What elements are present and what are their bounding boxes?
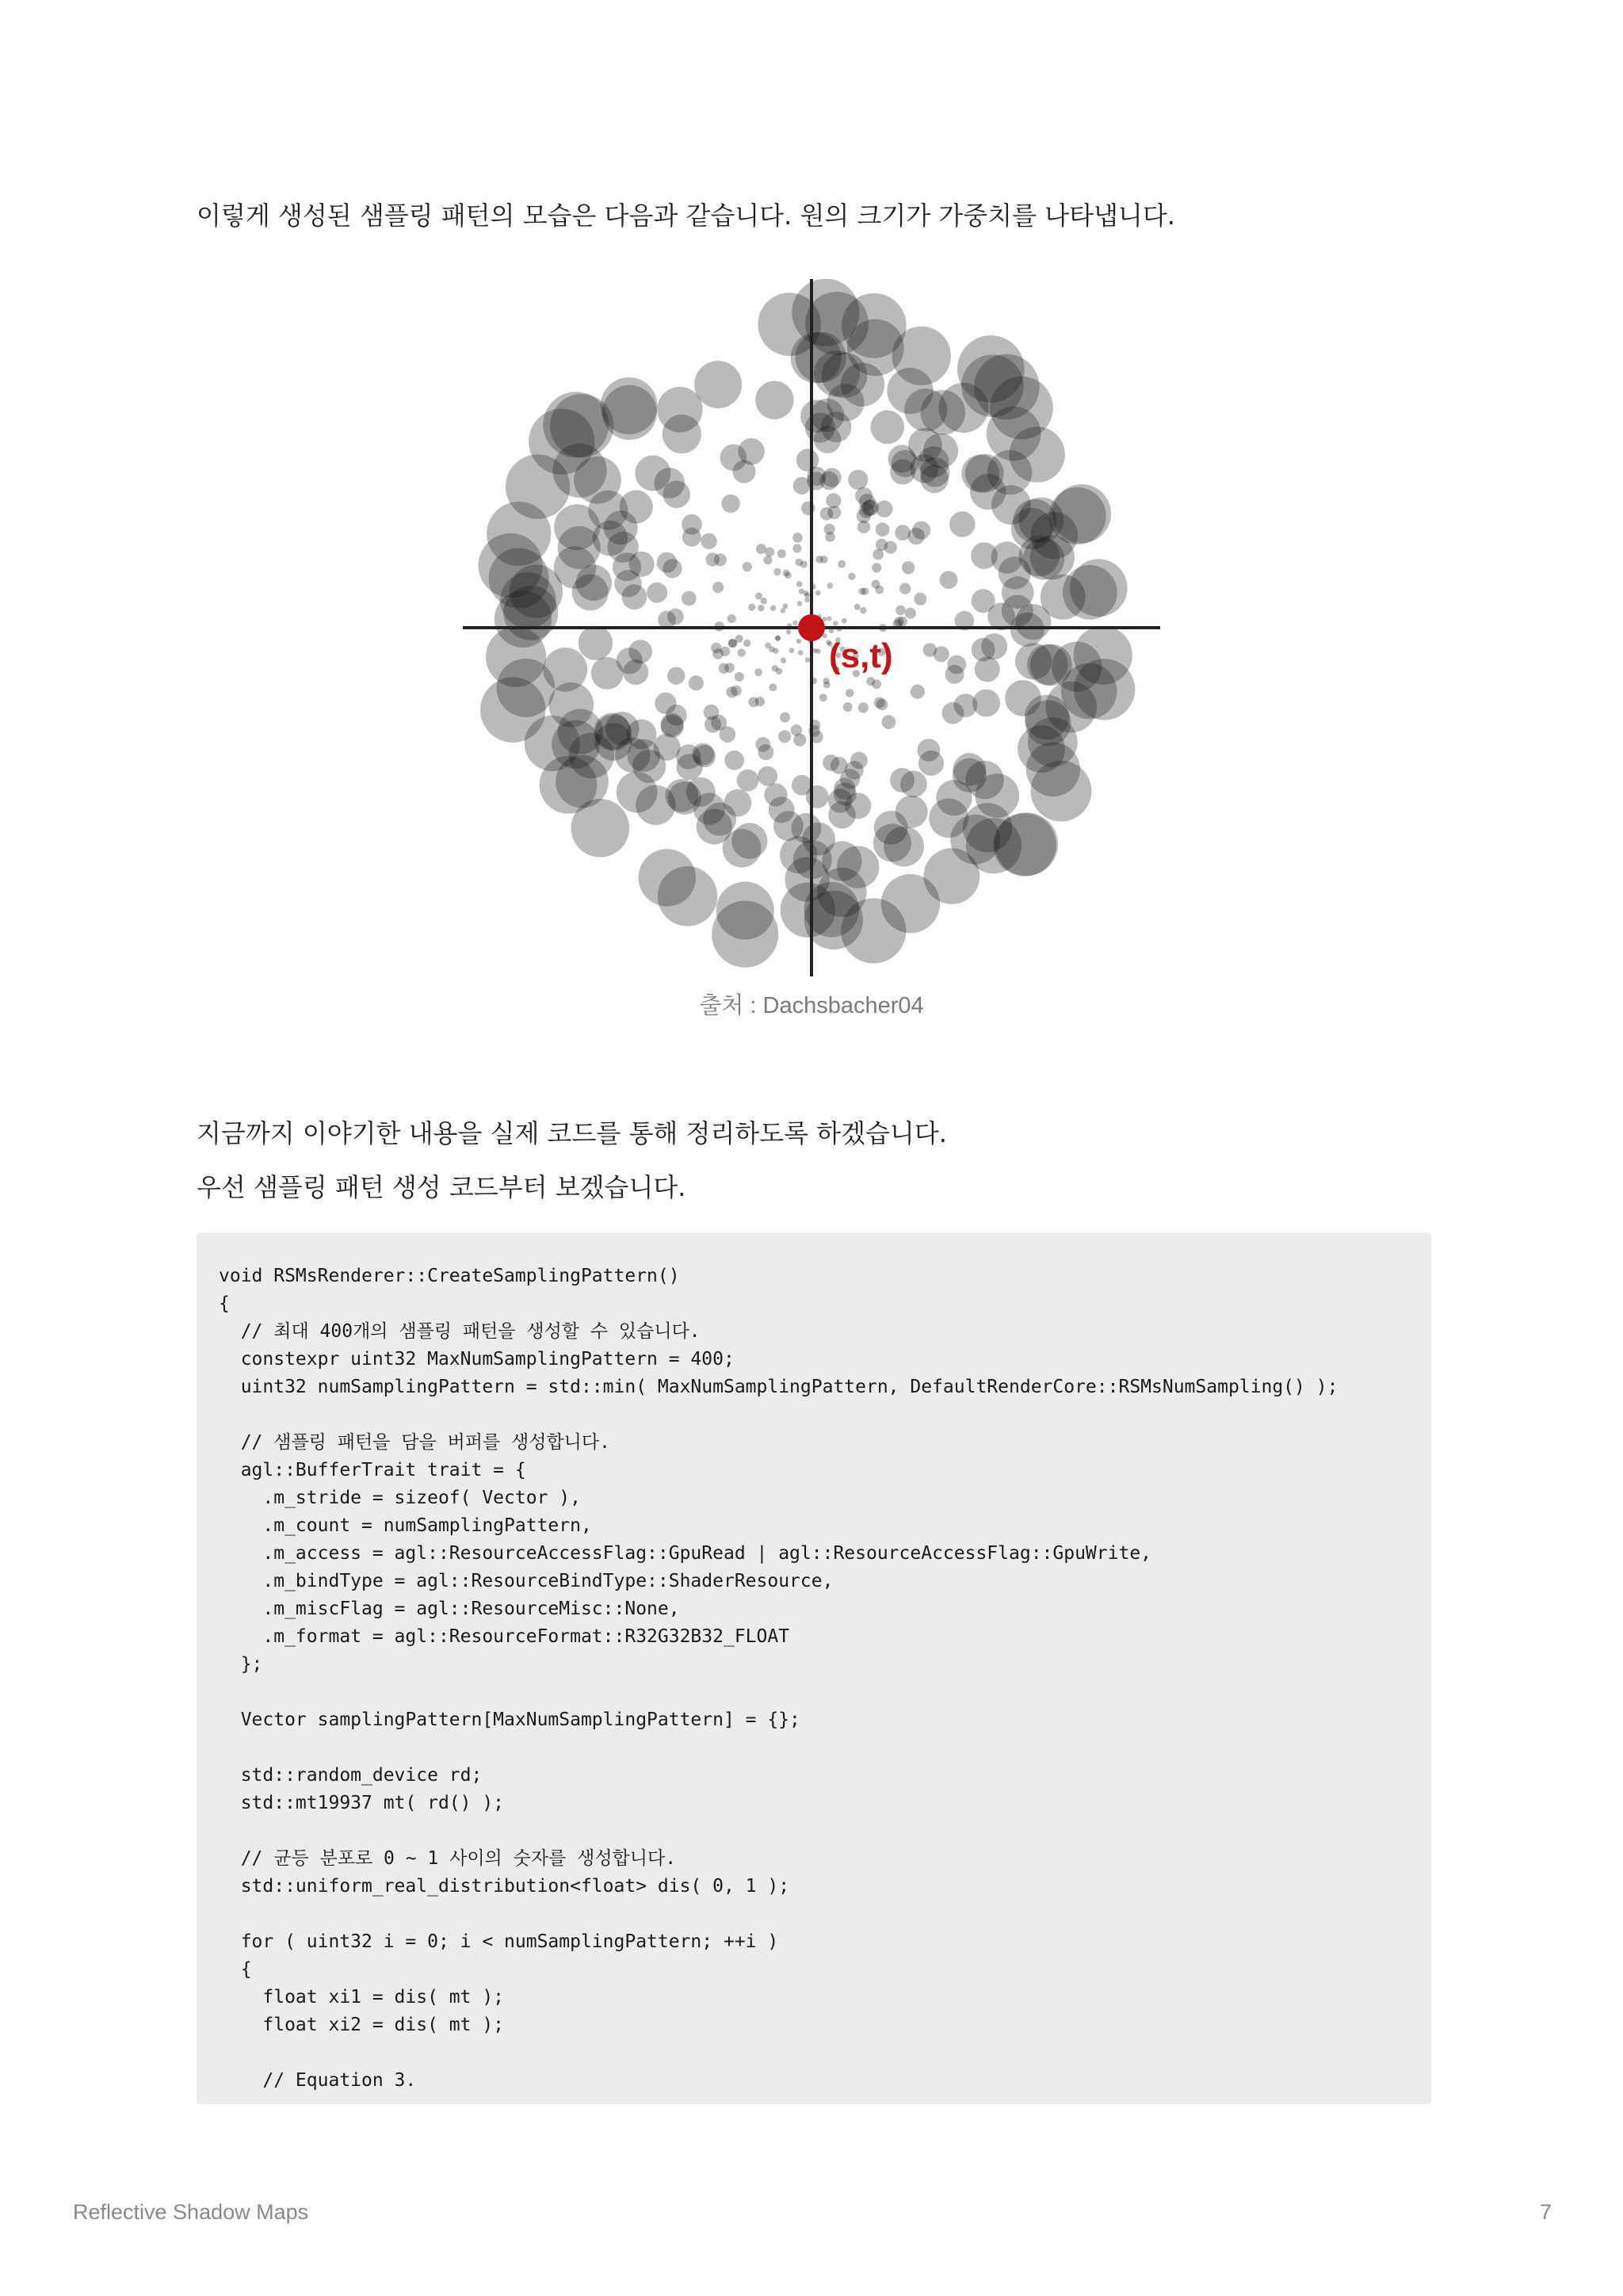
sampling-disc [572,574,609,610]
code-listing: void RSMsRenderer::CreateSamplingPattern() { // 최대 400개의 샘플링 패턴을 생성할 수 있습니다. constexpr uint32 MaxNumSamplingPattern = 400; uint32 numSamplingPattern = std::min( MaxNumSamplingPattern, DefaultRenderCore::RSMsNumSampling() ); // 샘플링 패턴을 담을 버퍼를 생성합니다. agl::BufferTrait trait = { .m_stride = sizeof( Vector ), .m_count = numSamplingPattern, .m_access = agl::ResourceAccessFlag::GpuRead | agl::ResourceAccessFlag::GpuWrite, .m_bindType = agl::ResourceBindType::ShaderResource, .m_miscFlag = agl::ResourceMisc::None, .m_format = agl::ResourceFormat::R32G32B32_FLOAT }; Vector samplingPattern[MaxNumSamplingPattern] = {}; std::random_device rd; std::mt19937 mt( rd() ); // 균등 분포로 0 ~ 1 사이의 숫자를 생성합니다. std::uniform_real_distribution<float> dis( 0, 1 ); for ( uint32 i = 0; i < numSamplingPattern; ++i ) { float xi1 = dis( mt ); float xi2 = dis( mt ); // Equation 3. [219,1266,1338,2091]
sampling-disc [737,648,745,656]
sampling-disc [874,811,908,845]
sampling-disc [792,775,812,796]
sampling-disc [786,629,791,634]
sampling-disc [876,539,888,551]
sampling-disc [697,809,732,845]
sampling-disc [693,745,716,767]
sampling-disc [731,823,767,858]
sampling-disc [682,591,697,606]
sampling-disc [781,658,786,663]
sampling-disc [961,455,999,493]
sampling-disc [758,766,777,786]
sampling-disc [758,605,764,611]
sampling-disc [657,552,678,573]
sampling-disc [845,761,864,780]
sampling-disc [796,449,819,471]
sampling-disc [855,487,873,505]
sampling-disc [735,672,744,682]
sampling-disc [743,562,752,571]
sampling-disc [899,583,911,594]
sampling-disc [706,552,720,566]
sampling-disc [792,544,801,552]
sampling-disc [965,761,1003,799]
sampling-disc [896,606,906,616]
sampling-disc [791,333,842,384]
sampling-disc [780,712,790,723]
sampling-disc [776,668,782,674]
sampling-disc [1015,643,1052,679]
sampling-disc [724,789,752,817]
sampling-disc [765,643,771,649]
sampling-disc [892,327,951,385]
sampling-disc [819,693,827,701]
sampling-disc [890,768,915,793]
sampling-pattern-figure [463,279,1160,976]
sampling-disc [888,445,916,472]
sampling-disc [846,689,854,697]
sampling-disc [743,640,750,647]
code-block [197,1232,1431,2104]
sampling-disc [663,415,701,453]
sampling-disc [842,618,847,624]
sampling-disc [876,500,892,517]
sampling-disc [701,533,716,549]
sampling-disc [755,593,762,600]
sampling-disc [792,533,803,543]
sampling-disc [617,648,643,674]
sampling-disc [827,616,831,621]
sampling-disc [949,511,976,537]
sampling-disc [945,665,964,684]
sampling-disc [854,604,861,610]
sampling-disc [748,697,758,707]
sampling-disc [712,901,778,968]
sampling-disc [778,730,791,743]
sampling-disc [763,556,772,564]
sampling-disc [558,526,601,569]
sampling-disc [724,751,744,770]
sampling-disc [773,811,804,841]
figure-caption: 출처 : Dachsbacher04 [699,993,924,1018]
sampling-disc [923,643,938,657]
sampling-disc [972,589,995,613]
sampling-disc [860,607,866,613]
sampling-disc [620,490,653,523]
sampling-disc [911,685,925,699]
sampling-disc [827,506,841,519]
sampling-disc [1010,613,1044,647]
sampling-disc [1070,559,1128,617]
sampling-disc [905,608,916,619]
sampling-disc [857,521,870,533]
sampling-disc [876,522,890,537]
sampling-disc [974,354,1040,420]
intro-paragraph: 이렇게 생성된 샘플링 패턴의 모습은 다음과 같습니다. 원의 크기가 가중치를 나타냅니다. [197,201,1175,231]
sampling-disc [838,560,846,568]
sampling-disc [807,472,825,490]
sampling-disc [755,737,770,752]
sampling-disc [1045,682,1097,733]
sampling-disc [773,568,781,575]
sampling-disc [798,650,804,655]
sampling-disc [727,614,736,623]
sampling-disc [812,648,817,653]
sampling-disc [848,470,868,490]
sampling-disc [777,549,786,558]
sampling-disc [689,675,704,690]
sampling-disc [639,849,696,906]
sampling-disc [858,702,869,712]
page-number: 7 [1539,2200,1552,2224]
sampling-disc [827,583,834,589]
sampling-disc [720,726,736,743]
sampling-disc [733,460,756,483]
sampling-disc [843,702,853,712]
center-point [798,614,825,641]
sampling-disc [761,598,767,604]
sampling-disc [764,783,787,806]
sampling-disc [795,559,803,567]
sampling-disc [876,699,888,711]
sampling-disc [791,724,803,736]
sampling-disc [940,571,958,589]
sampling-disc [872,580,880,589]
sampling-disc [918,739,941,762]
sampling-disc [870,411,904,445]
sampling-disc [770,606,776,611]
sampling-disc [902,561,915,574]
sampling-disc [929,798,968,838]
sampling-disc [834,777,856,800]
sampling-disc [972,638,995,662]
sampling-disc [769,683,777,691]
sampling-disc [726,686,737,697]
sampling-disc [825,532,835,542]
sampling-disc [1002,576,1034,609]
sampling-disc [756,544,766,554]
sampling-disc [882,715,896,729]
sampling-disc [797,601,803,606]
center-label: (s,t) [829,636,893,675]
sampling-disc [765,548,774,557]
sampling-disc [971,542,998,569]
sampling-disc [815,590,821,596]
sampling-disc [540,756,598,814]
sampling-disc [966,818,1022,873]
sampling-disc [667,609,684,625]
sampling-disc [848,573,855,580]
sampling-disc [667,667,685,685]
sampling-disc [727,639,736,648]
sampling-disc [737,770,759,792]
paragraph-code-intro: 지금까지 이야기한 내용을 실제 코드를 통해 정리하도록 하겠습니다. [197,1118,947,1148]
paragraph-sampling-code: 우선 샘플링 패턴 생성 코드부터 보겠습니다. [197,1172,686,1202]
sampling-disc [872,679,881,689]
sampling-disc [920,457,949,487]
sampling-disc [823,678,829,684]
sampling-disc [668,781,701,815]
sampling-disc [782,603,788,609]
sampling-disc [907,528,924,544]
sampling-disc [647,583,667,603]
sampling-disc [789,648,795,653]
sampling-disc [785,572,792,579]
sampling-disc [1030,535,1075,579]
sampling-disc [724,663,735,673]
sampling-disc [615,738,650,773]
sampling-disc [510,564,563,617]
sampling-disc [815,556,823,563]
sampling-disc [796,639,801,644]
sampling-disc [872,563,881,572]
sampling-disc [833,621,838,626]
sampling-disc [712,582,724,593]
sampling-disc [796,581,803,587]
sampling-disc [775,636,781,641]
sampling-disc [755,381,793,419]
sampling-disc [792,621,797,625]
sampling-disc [861,587,869,594]
sampling-disc [543,392,609,457]
sampling-disc [694,361,742,408]
sampling-disc [748,604,755,611]
sampling-disc [622,584,647,609]
sampling-disc [881,874,940,933]
sampling-disc [666,705,687,726]
sampling-disc [804,593,810,598]
sampling-disc [814,426,841,453]
sampling-disc [804,598,810,603]
sampling-disc [754,668,762,676]
sampling-disc [914,593,926,606]
sampling-disc [954,693,978,717]
sampling-disc [579,626,613,660]
footer-document-title: Reflective Shadow Maps [73,2200,309,2224]
sampling-disc [654,468,685,499]
sampling-disc [721,495,739,513]
sampling-disc [805,657,811,663]
sampling-disc [712,648,724,659]
sampling-disc [682,528,701,547]
